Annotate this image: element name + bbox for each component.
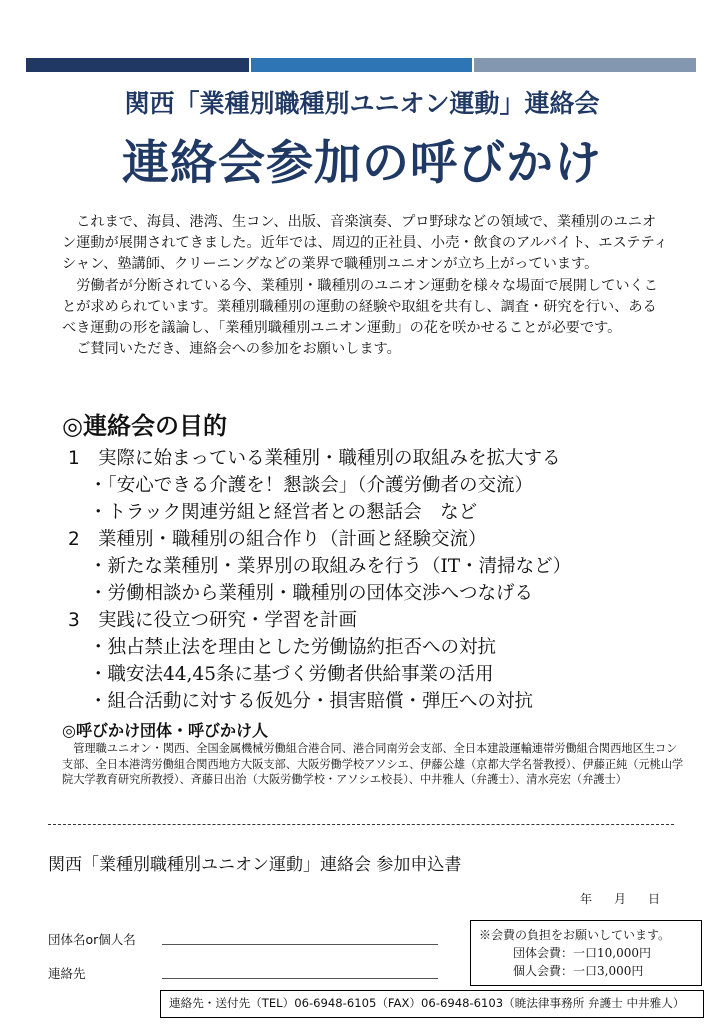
intro-paragraph: ご賛同いただき、連絡会への参加をお願いします。 [76,341,401,358]
date-month-label: 月 [614,892,627,906]
goal-heading [62,445,682,472]
intro-paragraph: 労働者が分断されている今、業種別・職種別のユニオン運動を様々な場面で展開していくことが求められています。業種別職種別の運動の経験や取組を共有し、調査・研究を行い、あるべき運動の形を議論し、「業種別職種別ユニオン運動」の花を咲かせることが必要です。 [62,277,658,337]
goal-item: ・組合活動に対する仮処分・損害賠償・弾圧への対抗 [89,691,534,712]
contact-field-line[interactable] [162,978,438,979]
goal-item: ・職安法44,45条に基づく労働者供給事業の活用 [89,664,494,685]
goal-heading [62,526,682,553]
header-bar-mid [251,58,472,72]
cut-line-divider [48,824,674,825]
intro-text [62,212,668,360]
goal-title: 実際に始まっている業種別・職種別の取組みを拡大する [98,448,561,469]
goal-number: 1 [68,448,80,469]
contact-field-label: 連絡先 [48,966,86,981]
form-title: 関西「業種別職種別ユニオン運動」連絡会 参加申込書 [48,855,462,875]
goal-title: 実践に役立つ研究・学習を計画 [98,610,358,631]
fee-note: ※会費の負担をお願いしています。 [479,928,671,942]
date-day-label: 日 [648,892,661,906]
date-fields [580,890,682,907]
page-subtitle: 関西「業種別職種別ユニオン運動」連絡会 [124,89,600,118]
intro-paragraph: これまで、海員、港湾、生コン、出版、音楽演奏、プロ野球などの領域で、業種別のユニオン運動が展開されてきました。近年では、周辺的正社員、小売・飲食のアルバイト、エステティシャン、塾講師、クリーニングなどの業界で職種別ユニオンが立ち上がっています。 [62,214,668,273]
name-field-label: 団体名or個人名 [48,932,136,947]
goal-number: 3 [68,610,80,631]
callers-heading: ◎呼びかけ団体・呼びかけ人 [62,721,268,740]
goal-item: ・独占禁止法を理由とした労働協約拒否への対抗 [89,637,497,658]
fee-info-box [470,920,702,986]
page-title: 連絡会参加の呼びかけ [122,136,602,191]
goal-item: ・労働相談から業種別・職種別の団体交渉へつなげる [89,583,534,604]
goal-item: ・「安心できる介護を！懇談会」（介護労働者の交流） [89,475,534,496]
goals-list [62,445,682,715]
name-field-line[interactable] [162,944,438,945]
date-year-label: 年 [580,892,593,906]
header-bar-light [474,58,696,72]
callers-list: 管理職ユニオン・関西、全国金属機械労働組合港合同、港合同南労会支部、全日本建設運輸連帯労働組合関西地区生コン支部、全日本港湾労働組合関西地方大阪支部、大阪労働学校アソシエ、伊藤公雄（京都大学名誉教授）、伊藤正純（元桃山学院大学教育研究所教授）、斉藤日出治（大阪労働学校・アソシエ校長）、中井雅人（弁護士）、清水亮宏（弁護士） [62,742,684,786]
goal-title: 業種別・職種別の組合作り（計画と経験交流） [98,529,487,550]
contact-info-box: 連絡先・送付先（TEL）06-6948-6105（FAX）06-6948-6103（暁法律事務所 弁護士 中井雅人） [160,990,704,1018]
goal-item: ・トラック関連労組と経営者との懇話会 など [89,502,478,523]
individual-fee: 個人会費：一口3,000円 [513,964,644,978]
header-bar-dark [26,58,249,72]
goal-heading [62,607,682,634]
goal-item: ・新たな業種別・業界別の取組みを行う（IT・清掃など） [89,556,572,577]
group-fee: 団体会費：一口10,000円 [513,946,651,960]
purpose-heading: ◎連絡会の目的 [62,412,227,440]
goal-number: 2 [68,529,80,550]
